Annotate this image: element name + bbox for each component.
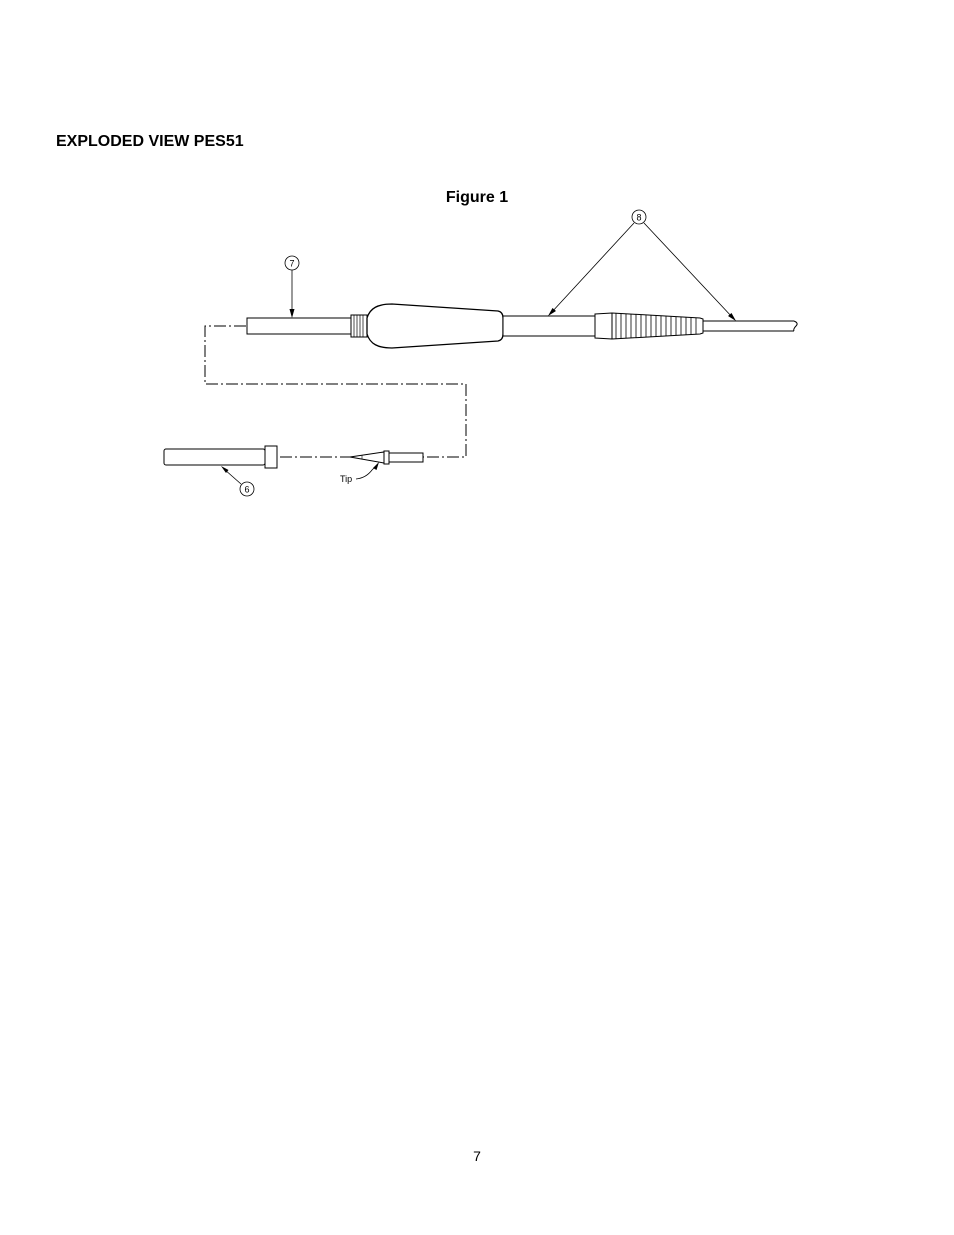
callout-6-label: 6	[244, 484, 250, 495]
tip-callout	[340, 462, 379, 484]
figure-caption: Figure 1	[445, 189, 509, 206]
strain-relief	[595, 313, 703, 339]
callout-7	[285, 256, 299, 318]
soldering-tip	[350, 451, 423, 464]
cord	[703, 321, 797, 331]
handle-tube	[503, 316, 595, 336]
heater-tube	[247, 318, 351, 334]
threaded-nut	[351, 315, 367, 337]
callout-8	[548, 210, 736, 321]
handle-grip	[367, 304, 503, 348]
callout-7-label: 7	[289, 258, 295, 269]
section-title: EXPLODED VIEW PES51	[56, 133, 244, 150]
callout-6	[221, 466, 254, 496]
barrel	[164, 446, 277, 468]
tip-label: Tip	[340, 474, 353, 484]
page-number: 7	[473, 1148, 481, 1164]
callout-8-label: 8	[636, 212, 642, 223]
